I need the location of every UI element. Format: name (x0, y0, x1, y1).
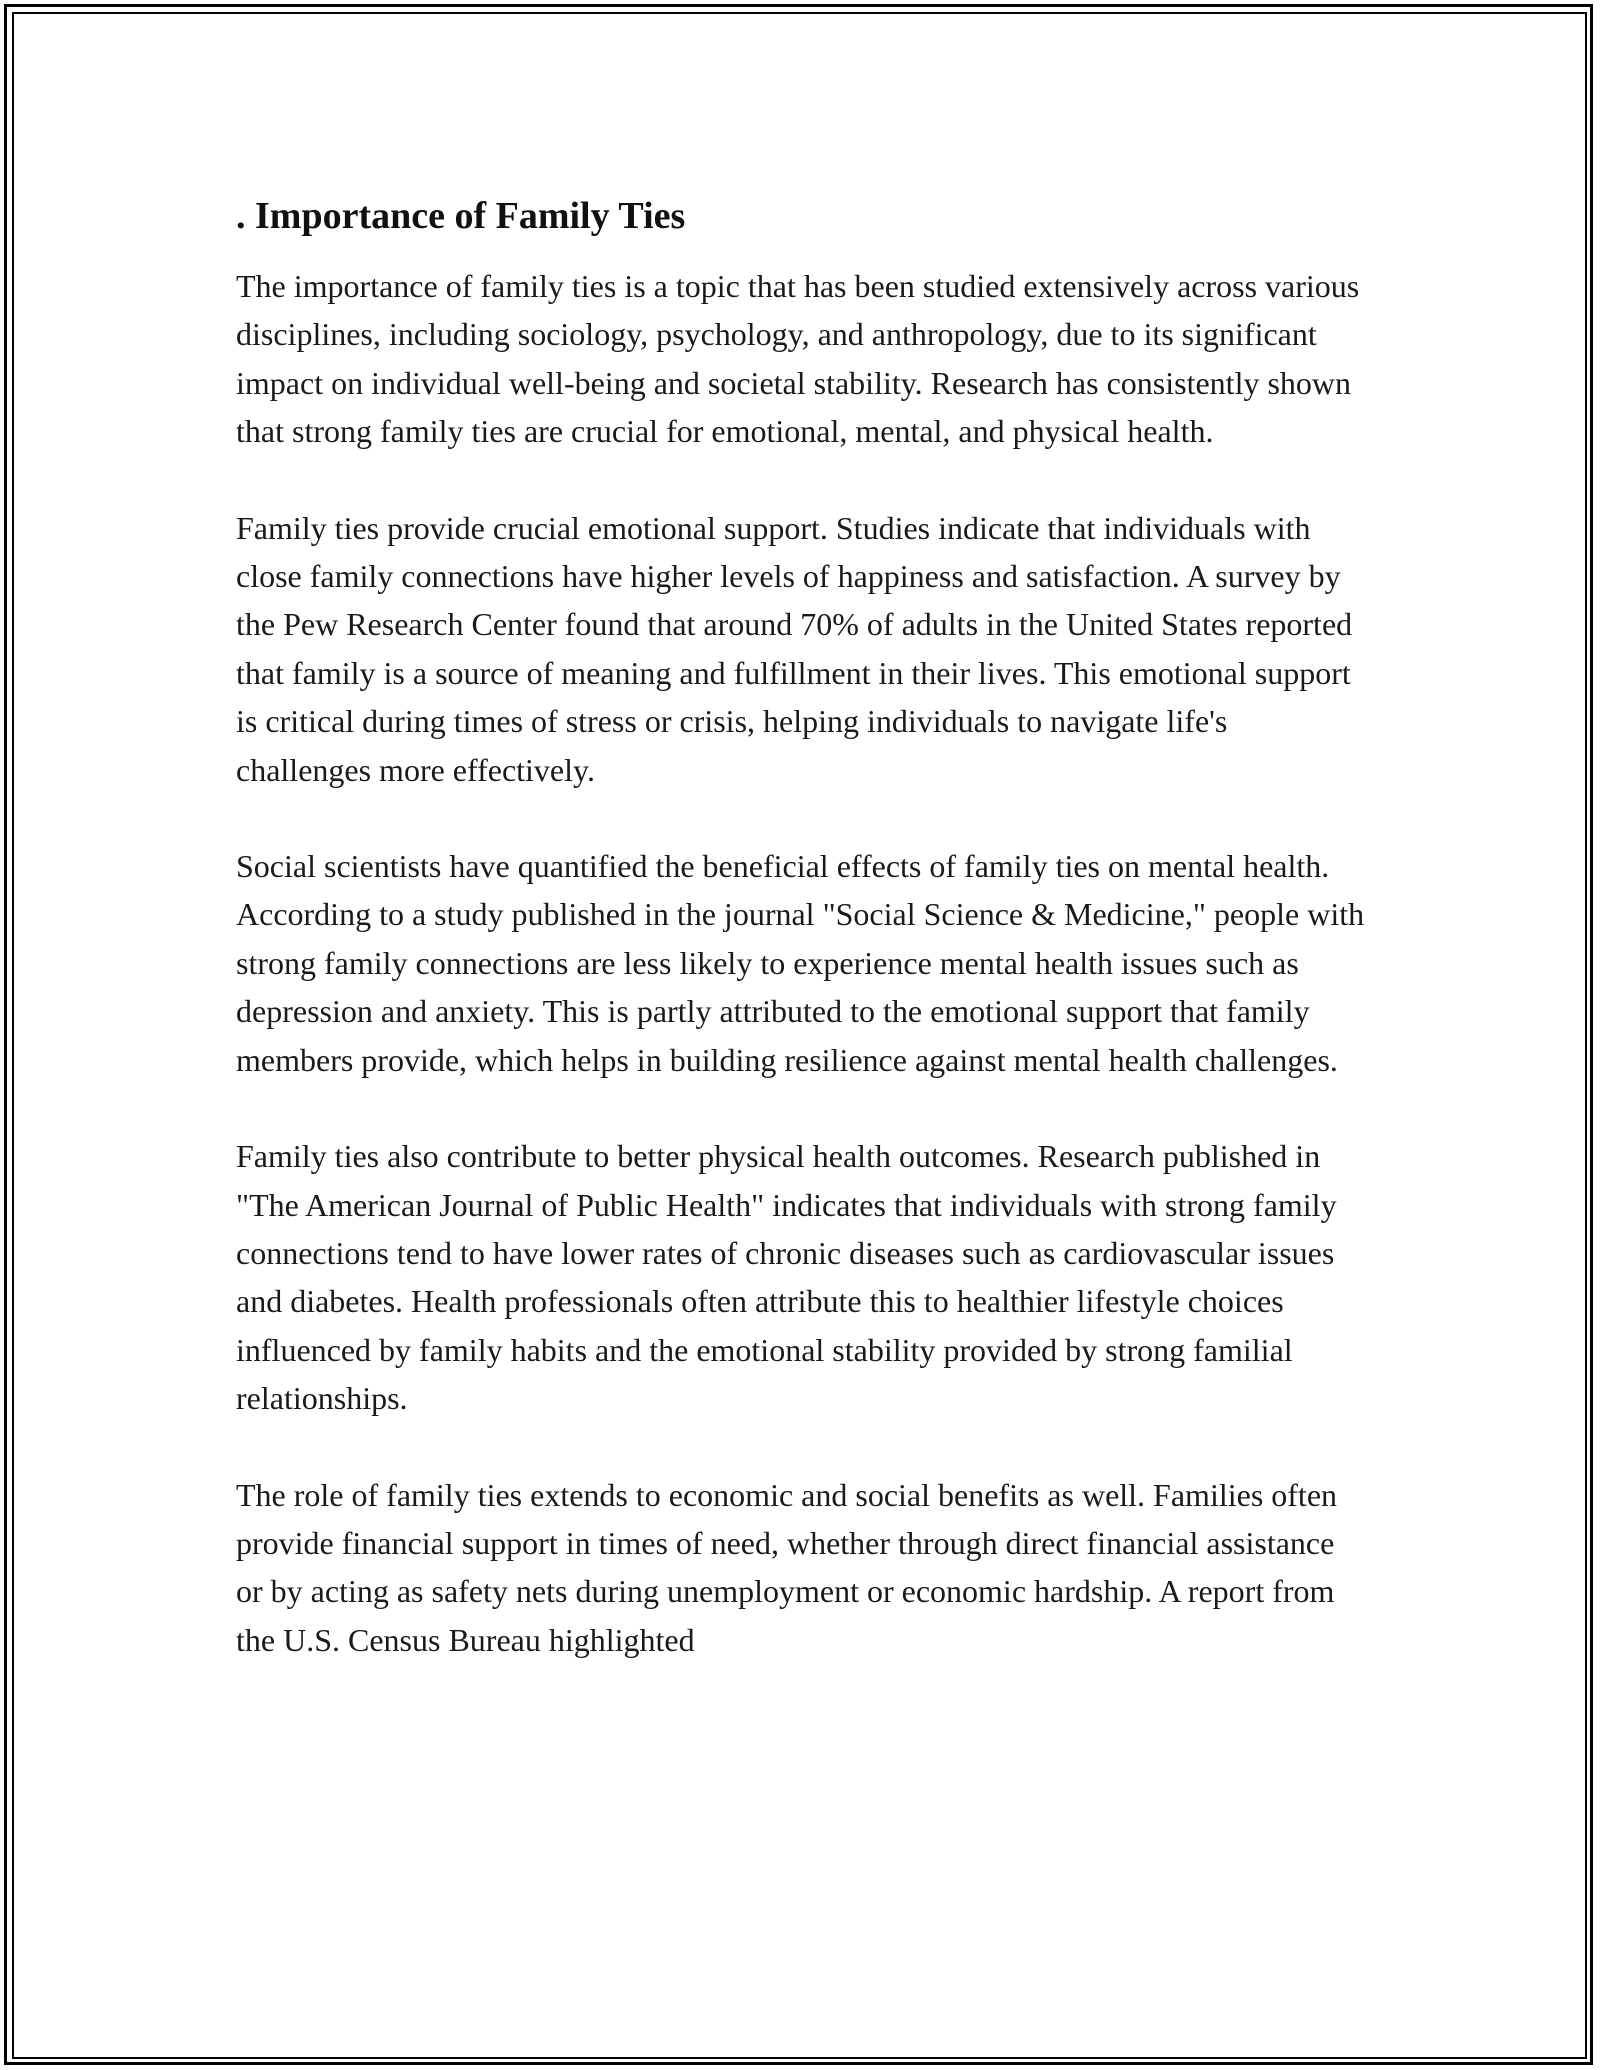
paragraph-mental-health: Social scientists have quantified the beneficial effects of family ties on mental health. According to a study published in the journal "Social Science & Medicine," people with strong family connections are less likely to experience mental health issues such as depression and anxiety. This is partly attributed to the emotional support that family members provide, which helps in building resilience against mental health challenges. (236, 848, 1365, 1078)
paragraph-emotional-support: Family ties provide crucial emotional support. Studies indicate that individuals with close family connections have higher levels of happiness and satisfaction. A survey by the Pew Research Center found that around 70% of adults in the United States reported that family is a source of meaning and fulfillment in their lives. This emotional support is critical during times of stress or crisis, helping individuals to navigate life's challenges more effectively. (236, 509, 1353, 788)
paragraph-economic-social: The role of family ties extends to economic and social benefits as well. Families often provide financial support in times of need, whether through direct financial assistance or by acting as safety nets during unemployment or economic hardship. A report from the U.S. Census Bureau highlighted (236, 1476, 1338, 1658)
document-body (236, 190, 1366, 1712)
paragraph-physical-health: Family ties also contribute to better physical health outcomes. Research published in "The American Journal of Public Health" indicates that individuals with strong family connections tend to have lower rates of chronic diseases such as cardiovascular issues and diabetes. Health professionals often attribute this to healthier lifestyle choices influenced by family habits and the emotional stability provided by strong familial relationships. (236, 1138, 1337, 1417)
document-title: . Importance of Family Ties (236, 195, 686, 237)
paragraph-intro: The importance of family ties is a topic that has been studied extensively across various disciplines, including sociology, psychology, and anthropology, due to its significant impact on individual well-being and societal stability. Research has consistently shown that strong family ties are crucial for emotional, mental, and physical health. (236, 268, 1360, 450)
